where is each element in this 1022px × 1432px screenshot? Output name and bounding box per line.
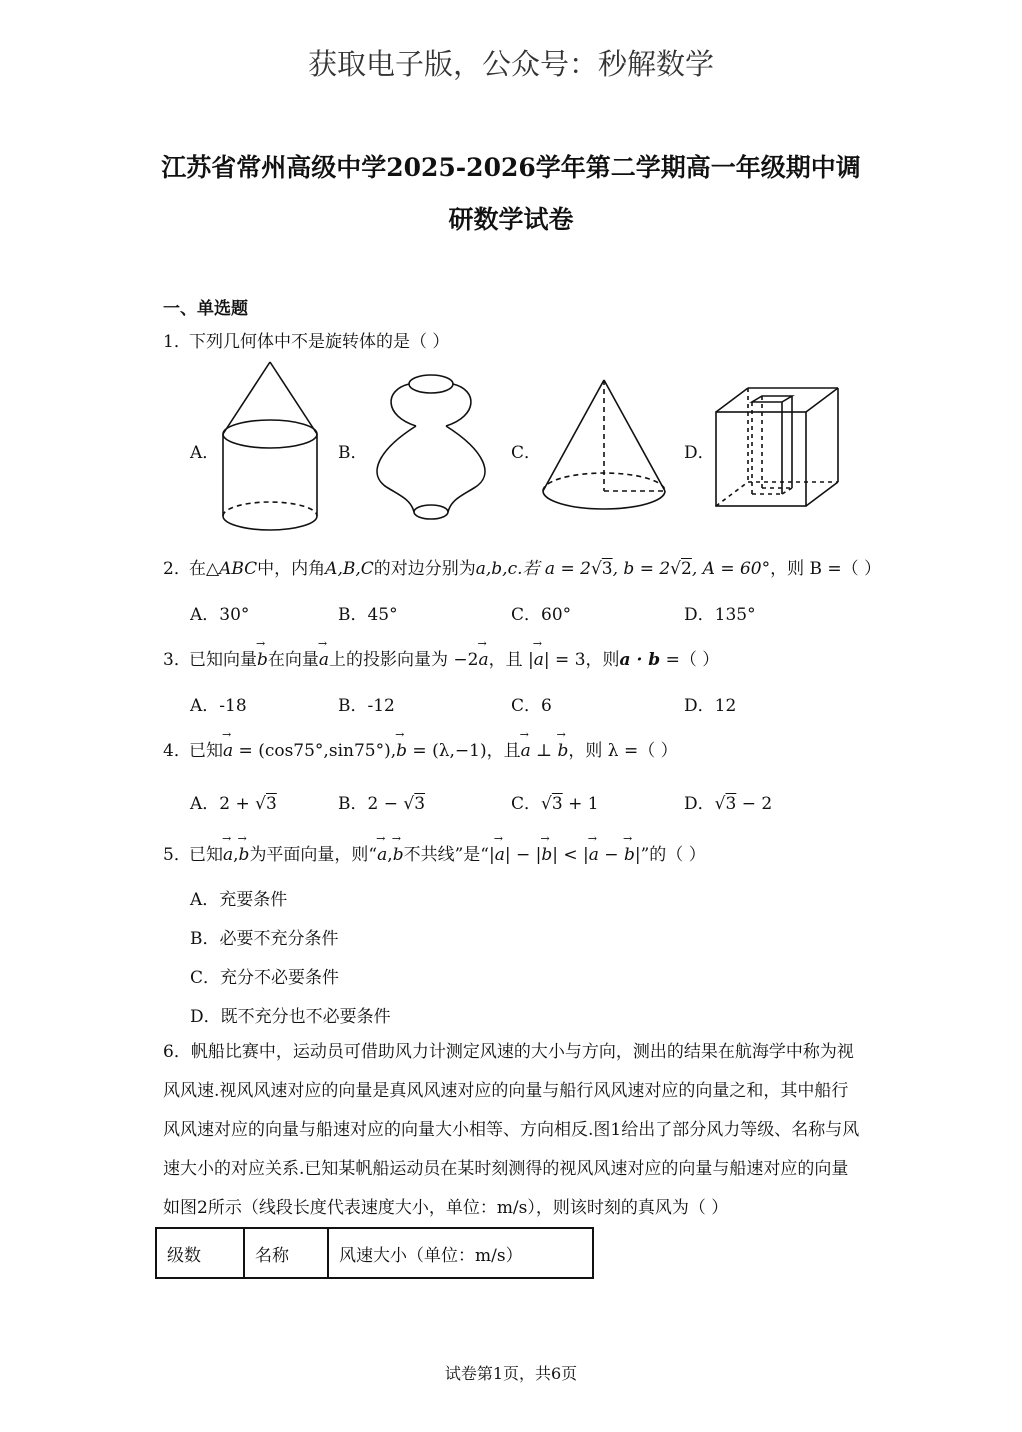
q5-option-a: A．充要条件 (190, 890, 288, 910)
q5-option-b: B．必要不充分条件 (190, 929, 339, 949)
q2-triangle: △ABC (206, 559, 258, 579)
q5-inequality: |→ a| − |→ b| < |→ a − → b| (489, 845, 641, 865)
q2-condition: , b = 2 (612, 559, 671, 579)
q3-text: 在向量 (267, 650, 319, 670)
q5-option-c: C．充分不必要条件 (190, 968, 340, 988)
q2-angles: A,B,C (325, 559, 374, 579)
q3-text: ，且 | (488, 650, 534, 670)
q1-option-c: C． (511, 443, 542, 463)
table-header-cell: 名称 (244, 1228, 328, 1278)
question-3 (163, 645, 719, 670)
vector-a: → a (534, 650, 544, 670)
page-footer: 试卷第1页，共6页 (444, 1364, 578, 1383)
figure-cone-on-cylinder (215, 358, 325, 536)
q3-option-b: B．-12 (338, 696, 395, 716)
exam-title-line2: 研数学试卷 (448, 205, 574, 234)
q1-option-d: D． (684, 443, 715, 463)
vector-b: → b (558, 741, 569, 761)
question-number: 5． (163, 845, 191, 865)
q2-option-d: D．135° (684, 605, 756, 625)
q1-option-b: B． (338, 443, 368, 463)
q5-text: 为平面向量，则“ (249, 845, 378, 865)
q3-text: | = 3，则 (543, 650, 620, 670)
q5-text: 已知 (189, 845, 223, 865)
vector-a: → a (479, 650, 489, 670)
question-number: 2． (163, 559, 191, 579)
watermark-banner: 获取电子版，公众号：秒解数学 (307, 47, 714, 81)
q2-condition: , A = 60° (691, 559, 771, 579)
q2-text: 在 (189, 559, 206, 579)
question-1 (163, 327, 449, 352)
q4-option-c: C．√3 + 1 (511, 794, 599, 814)
vector-b: → b (239, 845, 250, 865)
q2-radicand: 2 (681, 559, 692, 579)
q2-sides: a,b,c (475, 559, 518, 579)
q2-text: 中，内角 (257, 559, 326, 579)
vector-a: → a (223, 845, 233, 865)
exam-title-line1: 江苏省常州高级中学2025-2026学年第二学期高一年级期中调 (161, 153, 861, 182)
vector-b: → b (257, 650, 268, 670)
table-header-cell: 级数 (156, 1228, 244, 1278)
vector-a: → a (377, 845, 387, 865)
q4-option-a: A．2 + √3 (190, 794, 277, 814)
q2-option-b: B．45° (338, 605, 398, 625)
vector-b: → b (393, 845, 404, 865)
q2-text: 的对边分别为 (373, 559, 476, 579)
q3-option-c: C．6 (511, 696, 552, 716)
q3-option-d: D．12 (684, 696, 737, 716)
figure-cone (538, 376, 670, 518)
question-5: 5．已知→ a,→ b为平面向量，则“→ a,→ b不共线”是“|→ a| − |→ b| < |→ a − → b|”的（ ） (163, 840, 706, 865)
q4-option-b: B．2 − √3 (338, 794, 426, 814)
wind-scale-table (155, 1227, 594, 1279)
q2-tail: ，则 B =（ ） (770, 559, 882, 579)
q2-radicand: 3 (601, 559, 613, 579)
section-heading: 一、单选题 (163, 299, 248, 319)
q1-option-a: A． (190, 443, 220, 463)
q5-text: 不共线”是“ (403, 845, 489, 865)
vector-a: → a (319, 650, 329, 670)
q2-option-a: A．30° (190, 605, 250, 625)
q4-text: = (λ,−1)，且 (407, 741, 521, 761)
q3-option-a: A．-18 (190, 696, 247, 716)
q4-tail: ，则 λ =（ ） (568, 741, 678, 761)
question-number: 1． (163, 332, 191, 352)
vector-a: → a (223, 741, 233, 761)
question-2: 2．在△ABC中，内角A,B,C的对边分别为a,b,c.若 a = 2√3, b = 2√2, A = 60°，则 B =（ ） (163, 554, 881, 579)
q5-option-d: D．既不充分也不必要条件 (190, 1007, 391, 1027)
table-header-cell: 风速大小（单位：m/s） (328, 1228, 593, 1278)
question-stem: 下列几何体中不是旋转体的是（ ） (189, 332, 450, 352)
q5-tail: ”的（ ） (640, 845, 706, 865)
vector-b: → b (396, 741, 407, 761)
dot-product: a · b (619, 650, 661, 670)
q2-option-c: C．60° (511, 605, 572, 625)
question-number: 3． (163, 650, 191, 670)
figure-cube-with-hole (712, 384, 842, 512)
q4-text: 已知 (189, 741, 223, 761)
figure-revolution-solid (366, 370, 496, 522)
table-header-row (156, 1228, 593, 1278)
q3-text: 已知向量 (189, 650, 257, 670)
vector-a: → a (521, 741, 531, 761)
q2-condition: .若 a = 2 (517, 559, 591, 579)
perp-symbol: ⊥ (530, 741, 558, 761)
question-6: 6．帆船比赛中，运动员可借助风力计测定风速的大小与方向，测出的结果在航海学中称为视风风速.视风风速对应的向量是真风风速对应的向量与船行风风速对应的向量之和，其中船行风风速对应的向量与船速对应的向量大小相等、方向相反.图1给出了部分风力等级、名称与风速大小的对应关系.已知某帆船运动员在某时刻测得的视风风速对应的向量与船速对应的向量如图2所示（线段长度代表速度大小，单位：m/s），则该时刻的真风为（ ） (163, 1042, 860, 1218)
q3-text: 上的投影向量为 −2 (329, 650, 479, 670)
question-number: 4． (163, 741, 191, 761)
question-4 (163, 736, 678, 761)
q3-tail: =（ ） (660, 650, 720, 670)
q4-option-d: D．√3 − 2 (684, 794, 773, 814)
q4-text: = (cos75°,sin75°), (233, 741, 397, 761)
